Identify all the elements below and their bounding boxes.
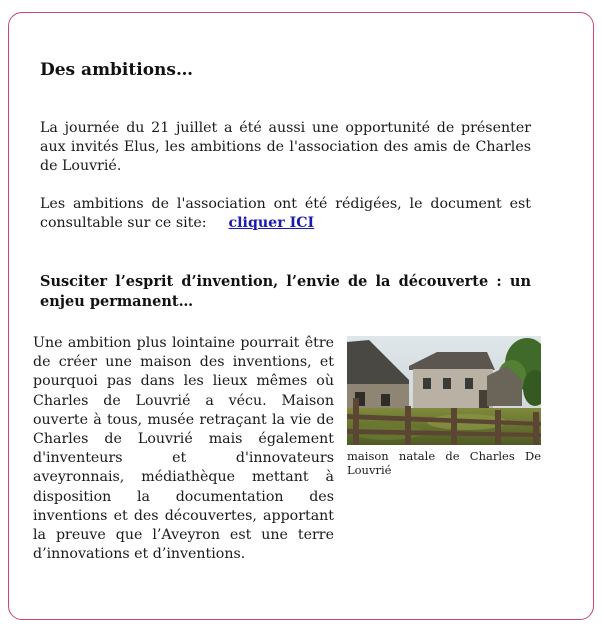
birth-house-photo [347,336,541,445]
document-paragraph [40,195,531,233]
photo-caption: maison natale de Charles De Louvrié [347,449,541,477]
subsection-title: Susciter l’esprit d’invention, l’envie de la découverte : un enjeu permanent… [40,273,531,310]
section-title: Des ambitions… [40,60,193,80]
cliquer-ici-link[interactable]: cliquer ICI [228,215,315,231]
ambition-paragraph: Une ambition plus lointaine pourrait être de créer une maison des inventions, et pourquoi pas dans les lieux mêmes où Charles de Louvrié a vécu. Maison ouverte à tous, musée retraçant la vie de Charles de Louvrié mais également d'inventeurs et d'innovateurs aveyronnais, médiathèque mettant à disposition la documentation des inventions et des découvertes, apportant la preuve que l’Aveyron est une terre d’innovations et d’inventions. [33,335,334,563]
document-paragraph-text: Les ambitions de l'association ont été rédigées, le document est consultable sur ce site: [40,196,531,231]
intro-paragraph: La journée du 21 juillet a été aussi une opportunité de présenter aux invités Elus, les ambitions de l'association des amis de Charles de Louvrié. [40,120,531,174]
